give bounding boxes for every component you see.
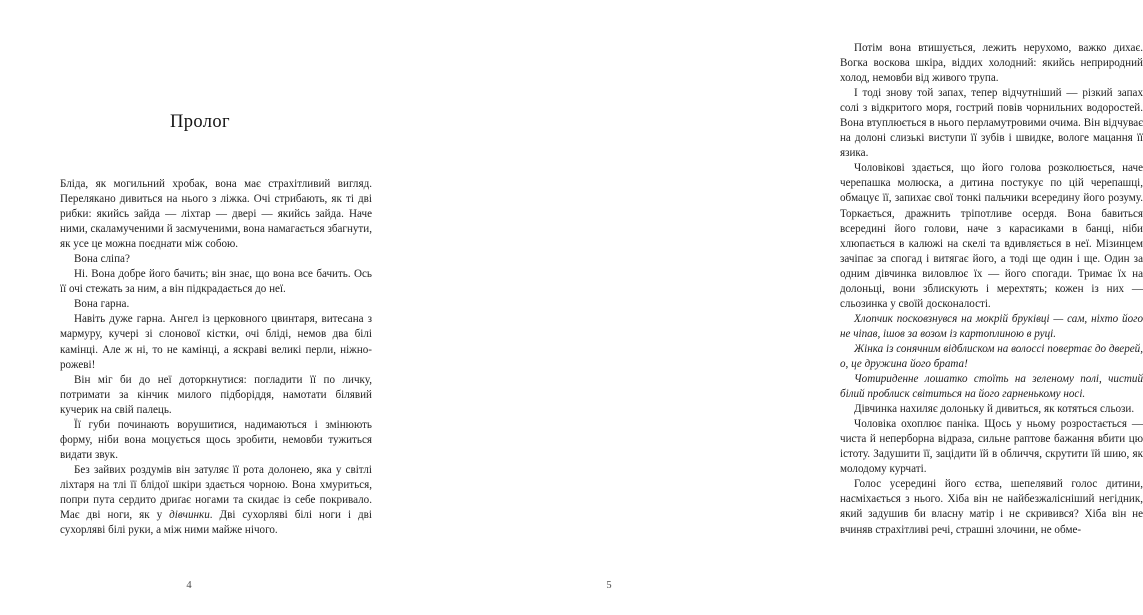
- paragraph-italic: Хлопчик посковзнувся на мокрій бруківці — сам, ніхто його не чіпав, ішов за возом із картоплиною в руці.: [840, 312, 1143, 340]
- paragraph: Її губи починають ворушитися, надимаються і змінюють форму, ніби вона моцується щось зробити, немовби тужиться видати звук.: [60, 418, 372, 461]
- paragraph-text-before: Без зайвих роздумів він затуляє її рота долонею, яка у світлі ліхтаря на тлі її блідої шкіри здається чорною. Вона хмуриться, попри пута сердито дриґає ногами та скидає із себе покривало. Має дві ноги, як у: [60, 463, 372, 522]
- emphasized-word: дівчинки: [169, 509, 210, 522]
- paragraph-italic: Чотириденне лошатко стоїть на зеленому полі, чистий білий проблиск світиться на його гарненькому носі.: [840, 373, 1143, 401]
- right-body-text: [840, 41, 1143, 538]
- paragraph: Вона сліпа?: [74, 253, 130, 266]
- right-page: [400, 0, 1143, 615]
- paragraph: Ні. Вона добре його бачить; він знає, що вона все бачить. Ось її очі стежать за ним, а він підкрадається до неї.: [60, 268, 372, 296]
- paragraph-with-emphasis: [60, 463, 372, 538]
- paragraph: Дівчинка нахиляє долоньку й дивиться, як котяться сльози.: [854, 403, 1135, 416]
- paragraph: І тоді знову той запах, тепер відчутніший — різкий запах солі з відкритого моря, гострий повів чорнильних водоростей. Вона втуплюється в нього перламутровими очима. Він відчуває на долоні слизькі виступи її зубів і швидке, вологе мацання її язика.: [840, 87, 1143, 160]
- page-number-left: 4: [186, 580, 192, 591]
- paragraph-text-after: . Дві сухорляві білі ноги і дві сухорляві білі руки, а між ними майже нічого.: [60, 509, 372, 537]
- left-page: [0, 0, 400, 615]
- paragraph: Бліда, як могильний хробак, вона має страхітливий вигляд. Перелякано дивиться на нього з ліжка. Очі стрибають, як ті дві рибки: якийсь зайда — ліхтар — двері — якийсь зайда. Наче ними, скаламученими й засмученими, вона намагається збагнути, як усе це можна поєднати між собою.: [60, 178, 372, 251]
- paragraph: Вона гарна.: [74, 298, 130, 311]
- paragraph: Голос усередині його єства, шепелявий голос дитини, насміхається з нього. Хіба він не найбезжалісніший негідник, який задушив би власну матір і не скривився? Хіба він не вчиняв страхітливі речі, страшні злочини, не обме-: [840, 478, 1143, 536]
- paragraph: Потім вона втишується, лежить нерухомо, важко дихає. Вогка воскова шкіра, віддих холодний: якийсь неприродний холод, немовби від живого трупа.: [840, 42, 1143, 85]
- paragraph: Чоловікові здається, що його голова розколюється, наче черепашка молюска, а дитина постукує по цій черепашці, обмацує її, запихає свої тонкі пальчики всередину його розуму. Торкається, дражнить тріпотливе осердя. Вона бавиться всередині його голови, наче з карасиками в банці, ніби хлюпається в калюжі на скелі та вдивляється в неї. Мізинцем зачіпає за спогад і витягає його, а тоді ще один і ще. Один за одним дівчинка виловлює їх — його спогади. Тримає їх на долоньці, вони зблискують і мерехтять; кожен із них — сльозинка у своїй досконалості.: [840, 162, 1143, 310]
- paragraph: Він міг би до неї доторкнутися: погладити її по личку, потримати за кінчик милого підборіддя, намотати білявий кучерик на свій палець.: [60, 373, 372, 416]
- page-number-right: 5: [606, 580, 612, 591]
- left-text-column: [60, 0, 372, 615]
- paragraph-italic: Жінка із сонячним відблиском на волоссі повертає до дверей, о, це дружина його брата!: [840, 342, 1143, 370]
- left-body-text: [60, 177, 372, 538]
- chapter-title: Пролог: [169, 112, 231, 132]
- right-text-column: [840, 0, 1143, 615]
- paragraph: Чоловіка охоплює паніка. Щось у ньому розростається — чиста й неперборна відраза, сильне раптове бажання вбити цю істоту. Задушити її, зацідити їй в обличчя, скрутити їй шию, як молодому курчаті.: [840, 418, 1143, 476]
- paragraph: Навіть дуже гарна. Ангел із церковного цвинтаря, витесана з мармуру, кучері зі слонової кістки, очі бліді, немов два білі камінці. Але ж ні, то не камінці, а яскраві великі перли, ніжно-рожеві!: [60, 313, 372, 371]
